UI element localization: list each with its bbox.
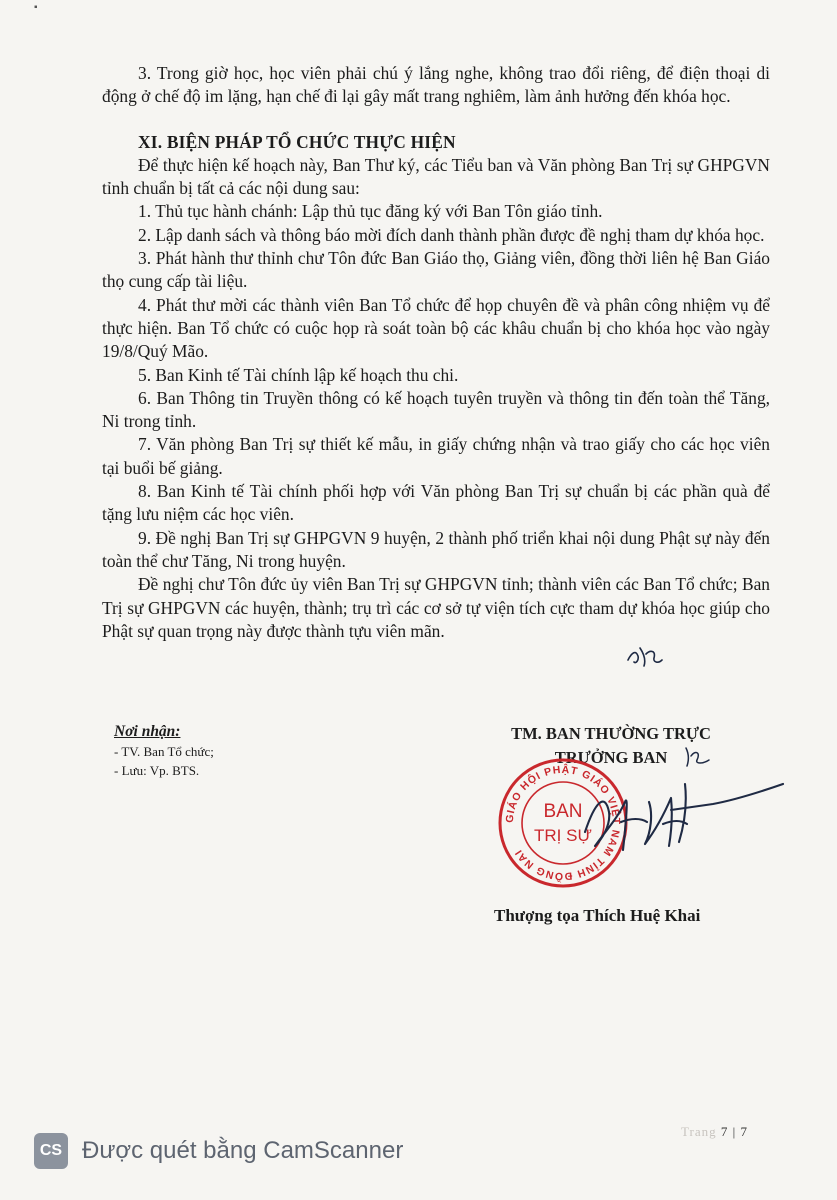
page-number-prefix: Trang <box>681 1124 717 1139</box>
task-item-4: 4. Phát thư mời các thành viên Ban Tổ chức để họp chuyên đề và phân công nhiệm vụ để thực hiện. Ban Tổ chức có cuộc họp rà soát toàn bộ các khâu chuẩn bị cho khóa học vào ngày 19/8/Quý Mão. <box>102 294 770 362</box>
camscanner-logo-icon: CS <box>34 1133 68 1169</box>
task-item-2: 2. Lập danh sách và thông báo mời đích danh thành phần được đề nghị tham dự khóa học. <box>138 224 765 245</box>
seal-ring-textpath: GIÁO HỘI PHẬT GIÁO VIỆT NAM TỈNH ĐỒNG NAI <box>503 763 623 883</box>
task-item-5: 5. Ban Kinh tế Tài chính lập kế hoạch thu chi. <box>138 364 459 385</box>
recipients-title: Nơi nhận: <box>114 723 181 740</box>
signer-name: Thượng tọa Thích Huệ Khai <box>494 906 701 925</box>
task-item-9: 9. Đề nghị Ban Trị sự GHPGVN 9 huyện, 2 thành phố triển khai nội dung Phật sự này đến toàn thể chư Tăng, Ni trong huyện. <box>102 527 770 571</box>
signature-stroke <box>585 784 783 850</box>
task-item-3: 3. Phát hành thư thỉnh chư Tôn đức Ban Giáo thọ, Giảng viên, đồng thời liên hệ Ban Giáo thọ cung cấp tài liệu. <box>102 248 770 292</box>
initials-mark <box>624 640 664 668</box>
closing-paragraph: Đề nghị chư Tôn đức ủy viên Ban Trị sự GHPGVN tỉnh; thành viên các Ban Tổ chức; Ban Trị sự GHPGVN các huyện, thành; trụ trì các cơ sở tự viện tích cực tham dự khóa học giúp cho Phật sự quan trọng này được thành tựu viên mãn. <box>102 574 770 641</box>
scan-corner-mark: ▪ <box>34 2 38 13</box>
seal-center-line2: TRỊ SỰ <box>534 826 592 845</box>
section-intro: Để thực hiện kế hoạch này, Ban Thư ký, các Tiểu ban và Văn phòng Ban Trị sự GHPGVN tỉnh chuẩn bị tất cả các nội dung sau: <box>102 154 770 199</box>
document-body <box>102 62 770 643</box>
page-number <box>681 1124 748 1140</box>
recipient-line-1: - TV. Ban Tổ chức; <box>114 744 214 759</box>
task-item-6: 6. Ban Thông tin Truyền thông có kế hoạch tuyên truyền và thông tin đến toàn thể Tăng, Ni trong tỉnh. <box>102 387 770 432</box>
page-number-value: 7 | 7 <box>720 1124 748 1139</box>
handwritten-signature <box>575 762 790 867</box>
task-item-1: 1. Thủ tục hành chánh: Lập thủ tục đăng ký với Ban Tôn giáo tỉnh. <box>138 201 603 222</box>
rule-paragraph-3: 3. Trong giờ học, học viên phải chú ý lắng nghe, không trao đổi riêng, để điện thoại di động ở chế độ im lặng, hạn chế đi lại gây mất trang nghiêm, làm ảnh hưởng đến khóa học. <box>102 63 770 107</box>
initials-stroke <box>628 648 662 666</box>
seal-center-line1: BAN <box>543 801 583 822</box>
section-heading: XI. BIỆN PHÁP TỔ CHỨC THỰC HIỆN <box>138 131 456 152</box>
recipient-line-2: - Lưu: Vp. BTS. <box>114 763 200 778</box>
camscanner-text: Được quét bằng CamScanner <box>82 1137 404 1164</box>
task-item-8: 8. Ban Kinh tế Tài chính phối hợp với Văn phòng Ban Trị sự chuẩn bị các phần quà để tặng lưu niệm các học viên. <box>102 481 770 525</box>
recipients-block <box>114 722 214 780</box>
signature-title-line2: TRƯỞNG BAN <box>554 748 668 767</box>
signature-title-line1: TM. BAN THƯỜNG TRỰC <box>511 724 711 743</box>
camscanner-watermark <box>34 1133 403 1169</box>
task-item-7: 7. Văn phòng Ban Trị sự thiết kế mẫu, in giấy chứng nhận và trao giấy cho các học viên tại buổi bế giảng. <box>102 434 770 478</box>
